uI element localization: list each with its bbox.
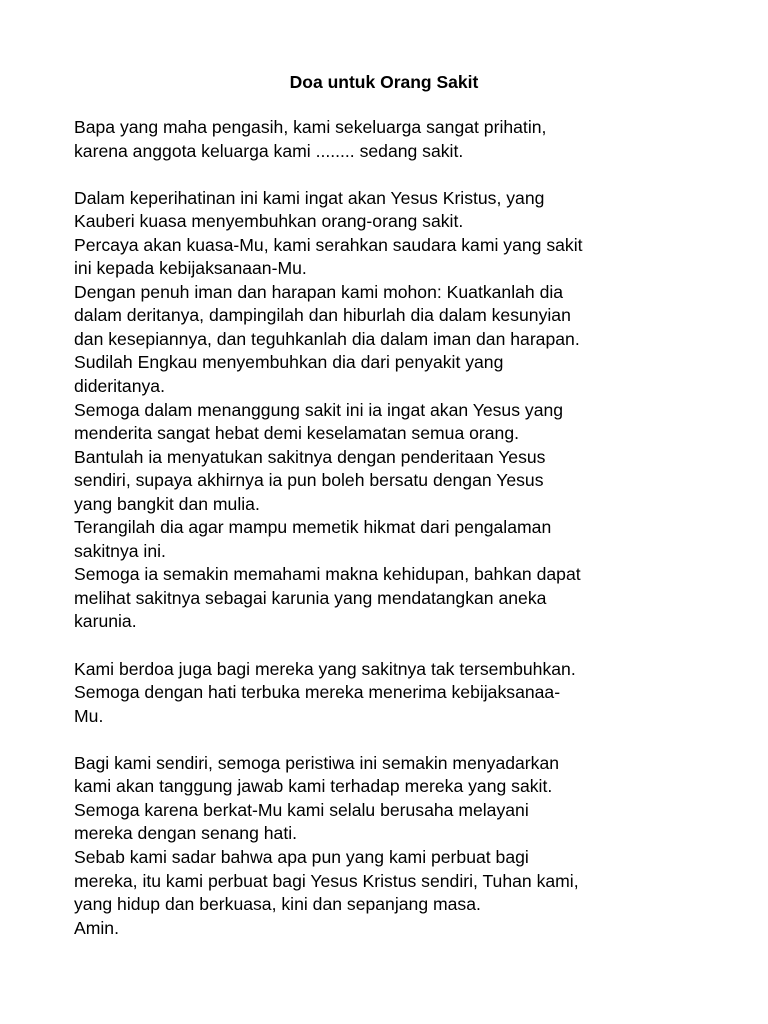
- blank-line: [74, 634, 754, 658]
- text-line: dan kesepiannya, dan teguhkanlah dia dalam iman dan harapan.: [74, 328, 580, 349]
- text-line: Bagi kami sendiri, semoga peristiwa ini semakin menyadarkan: [74, 752, 560, 773]
- text-line: melihat sakitnya sebagai karunia yang mendatangkan aneka: [74, 587, 547, 608]
- text-line: Kauberi kuasa menyembuhkan orang-orang sakit.: [74, 211, 464, 232]
- text-line: Semoga ia semakin memahami makna kehidupan, bahkan dapat: [74, 564, 581, 585]
- text-line: Terangilah dia agar mampu memetik hikmat dari pengalaman: [74, 517, 552, 538]
- text-line: sendiri, supaya akhirnya ia pun boleh bersatu dengan Yesus: [74, 470, 544, 491]
- text-line: Semoga dengan hati terbuka mereka menerima kebijaksanaa-: [74, 682, 561, 703]
- text-line: Semoga karena berkat-Mu kami selalu berusaha melayani: [74, 799, 529, 820]
- text-line: Amin.: [74, 917, 119, 938]
- text-line: mereka dengan senang hati.: [74, 823, 298, 844]
- text-line: mereka, itu kami perbuat bagi Yesus Kristus sendiri, Tuhan kami,: [74, 870, 579, 891]
- text-line: karunia.: [74, 611, 137, 632]
- text-line: karena anggota keluarga kami ........ sedang sakit.: [74, 140, 464, 161]
- text-line: Sudilah Engkau menyembuhkan dia dari penyakit yang: [74, 352, 504, 373]
- text-line: Semoga dalam menanggung sakit ini ia ingat akan Yesus yang: [74, 399, 564, 420]
- text-line: Mu.: [74, 705, 104, 726]
- text-line: yang hidup dan berkuasa, kini dan sepanjang masa.: [74, 894, 481, 915]
- text-line: kami akan tanggung jawab kami terhadap mereka yang sakit.: [74, 776, 553, 797]
- document-title: Doa untuk Orang Sakit: [289, 72, 479, 92]
- text-line: Dalam keperihatinan ini kami ingat akan Yesus Kristus, yang: [74, 187, 545, 208]
- text-line: Sebab kami sadar bahwa apa pun yang kami perbuat bagi: [74, 846, 529, 867]
- text-line: Bapa yang maha pengasih, kami sekeluarga sangat prihatin,: [74, 117, 547, 137]
- text-line: ini kepada kebijaksanaan-Mu.: [74, 258, 307, 279]
- text-line: Percaya akan kuasa-Mu, kami serahkan saudara kami yang sakit: [74, 234, 583, 255]
- text-line: dideritanya.: [74, 376, 165, 397]
- text-line: Bantulah ia menyatukan sakitnya dengan penderitaan Yesus: [74, 446, 546, 467]
- blank-line: [74, 728, 754, 752]
- text-line: dalam deritanya, dampingilah dan hiburlah dia dalam kesunyian: [74, 305, 571, 326]
- text-line: Dengan penuh iman dan harapan kami mohon: Kuatkanlah dia: [74, 281, 564, 302]
- text-line: sakitnya ini.: [74, 540, 166, 561]
- blank-line: [74, 163, 754, 187]
- text-line: menderita sangat hebat demi keselamatan semua orang.: [74, 423, 519, 444]
- text-line: Kami berdoa juga bagi mereka yang sakitnya tak tersembuhkan.: [74, 658, 576, 679]
- text-line: yang bangkit dan mulia.: [74, 493, 260, 514]
- prayer-body: [74, 116, 754, 940]
